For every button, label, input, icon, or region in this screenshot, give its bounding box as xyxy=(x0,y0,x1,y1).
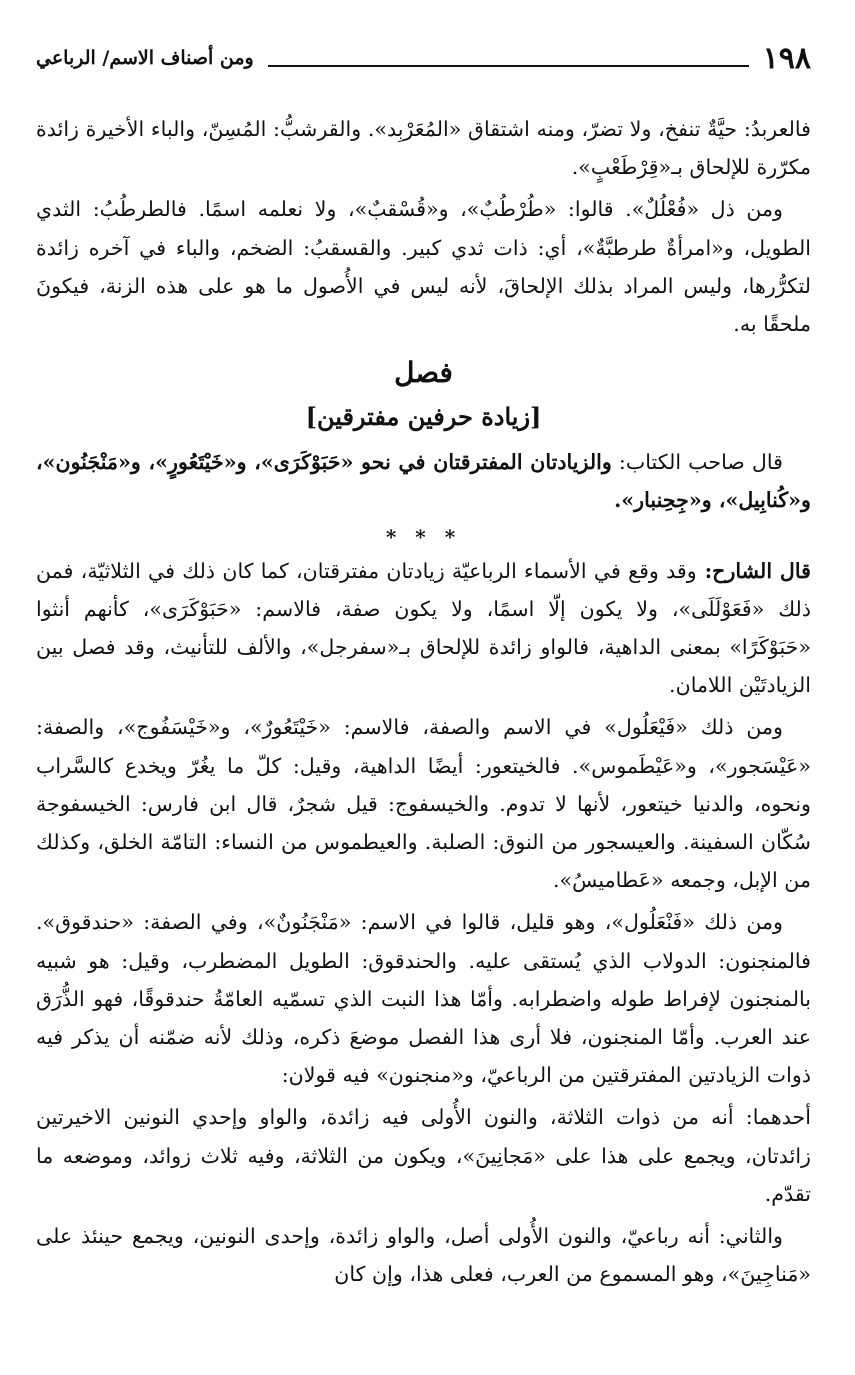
paragraph-8: والثاني: أنه رباعيّ، والنون الأُولى أصل، والواو زائدة، وإحدى النونين، ويجمع حينئذ على «مَناجِينَ»، وهو المسموع من العرب، فعلى هذا، وإن كان xyxy=(36,1224,811,1287)
section-subtitle: [زيادة حرفين مفترقين] xyxy=(305,402,542,432)
running-head: ومن أصناف الاسم/ الرباعي xyxy=(36,47,254,69)
header-rule xyxy=(268,65,749,67)
paragraph-6: ومن ذلك «فَنْعَلُول»، وهو قليل، قالوا في الاسم: «مَنْجَنُونٌ»، وفي الصفة: «حندقوق». فالمنجنون: الدولاب الذي يُستقى عليه. والحندقوق: الطويل المضطرب، وقيل: هو شبيه بالمنجنون لإفراط طوله واضطرابه. وأمّا هذا النبت الذي تسمّيه العامّةُ حندقوقًا، فهو الذُّرَق عند العرب. وأمّا المنجنون، فلا أرى هذا الفصل موضعَ ذكره، وذلك لأنه ضمّنه أن يذكر فيه ذوات الزيادتين المفترقتين من الرباعيّ، و«منجنون» فيه قولان: xyxy=(36,910,811,1088)
paragraph-4 xyxy=(36,552,811,705)
section-separator: * * * xyxy=(385,524,462,549)
section-title: فصل xyxy=(394,356,453,390)
commentator-lead: قال الشارح: xyxy=(696,558,811,583)
author-quote-text: والزيادتان المفترقتان في نحو «حَبَوْكَرَى»، و«خَيْتَعُورٍ»، و«مَنْجَنُون»، و«كُنابِيل»، و«جِحِنبار». xyxy=(36,450,811,513)
paragraph-1: فالعربدُ: حيَّةٌ تنفخ، ولا تضرّ، ومنه اشتقاق «المُعَرْبِد». والقرشبُّ: المُسِنّ، والباء الأخيرة زائدة مكرّرة للإلحاق بـ«قِرْطَعْبٍ». xyxy=(36,117,811,180)
paragraph-7: أحدهما: أنه من ذوات الثلاثة، والنون الأُولى فيه زائدة، والواو وإحدي النونين الاخيرتين زائدتان، ويجمع على هذا على «مَجانِينَ»، ويكون من الثلاثة، وفيه ثلاث زوائد، وموضعه ما تقدّم. xyxy=(36,1105,811,1206)
paragraph-2: ومن ذل «فُعْلُلٌ». قالوا: «طُرْطُبٌ»، و«قُسْقبٌ»، ولا نعلمه اسمًا. فالطرطُبُ: الثدي الطويل، و«امرأةٌ طرطبَّةٌ»، أي: ذات ثدي كبير. والقسقبُ: الضخم، والباء في آخره زائدة لتكرُّرها، وليس المراد بذلك الإلحاقَ، لأنه ليس في الأُصول ما هو على هذه الزنة، فيكونَ ملحقًا به. xyxy=(36,197,811,337)
page-number: ١٩٨ xyxy=(762,40,811,76)
page-header xyxy=(36,38,811,78)
paragraph-3 xyxy=(36,443,811,519)
author-quote-lead: قال صاحب الكتاب: xyxy=(611,450,783,475)
paragraph-5: ومن ذلك «فَيْعَلُول» في الاسم والصفة، فالاسم: «خَيْتَعُورٌ»، و«خَيْسَفُوج»، والصفة: «عَيْسَجور»، و«عَيْطَموس». فالخيتعور: أيضًا الداهية، وقيل: كلّ ما يغُرّ ويخدع كالسَّراب ونحوه، والدنيا خيتعور، لأنها لا تدوم. والخيسفوج: قيل شجرٌ، قال ابن فارس: الخيسفوجة سُكّان السفينة. والعيسجور من النوق: الصلبة. والعيطموس من النساء: التامّة الخلق، وكذلك من الإبل، وجمعه «عَطاميسُ». xyxy=(36,715,811,893)
page-content xyxy=(36,110,811,1293)
commentator-text: وقد وقع في الأسماء الرباعيّة زيادتان مفترقتان، كما كان ذلك في الثلاثيّة، فمن ذلك «فَعَوْلَلَى»، ولا يكون إلّا اسمًا، ولا يكون صفة، فالاسم: «حَبَوْكَرَى»، كأنهم أنثوا «حَبَوْكَرًا» بمعنى الداهية، فالواو زائدة للإلحاق بـ«سفرجل»، والألف للتأنيث، وقد فصل بين الزيادتَيْن اللامان. xyxy=(36,558,811,698)
